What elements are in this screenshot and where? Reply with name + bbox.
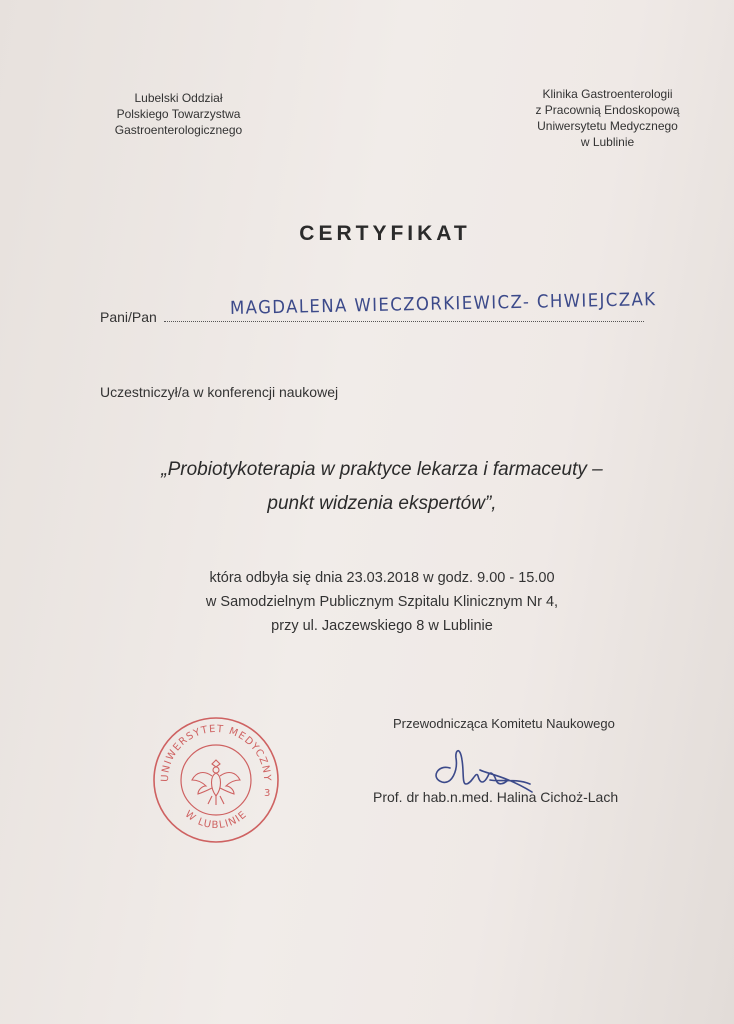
event-address: przy ul. Jaczewskiego 8 w Lublinie [271,618,493,634]
conference-title-line: „Probiotykoterapia w praktyce lekarza i farmaceuty – [161,459,603,480]
participation-text: Uczestniczył/a w konferencji naukowej [100,384,339,400]
university-seal-stamp [150,714,282,846]
right-org-line: z Pracownią Endoskopową [535,103,680,117]
committee-chair-role: Przewodnicząca Komitetu Naukowego [393,716,615,731]
left-org-line: Gastroenterologicznego [114,123,243,137]
right-org-line: Uniwersytetu Medycznego [537,119,678,133]
signatory-name: Prof. dr hab.n.med. Halina Cichoż-Lach [373,789,619,805]
event-date: która odbyła się dnia 23.03.2018 w godz. 9.00 - 15.00 [209,570,555,586]
right-org-line: w Lublinie [580,135,635,149]
recipient-name: MAGDALENA WIECZORKIEWICZ- CHWIEJCZAK [229,289,657,319]
svg-text:3: 3 [264,788,271,799]
certificate-title: CERTYFIKAT [299,222,471,245]
svg-text:W LUBLINIE: W LUBLINIE [182,808,250,832]
right-org-line: Klinika Gastroenterologii [542,87,673,101]
left-org-line: Lubelski Oddział [134,91,223,105]
event-venue: w Samodzielnym Publicznym Szpitalu Klinicznym Nr 4, [205,594,559,610]
dotted-line [164,321,644,322]
left-org-line: Polskiego Towarzystwa [116,107,241,121]
svg-text:UNIWERSYTET MEDYCZNY: UNIWERSYTET MEDYCZNY [159,723,273,783]
recipient-row [100,289,657,329]
conference-title-line: punkt widzenia ekspertów”, [267,493,497,514]
left-organization [96,90,261,138]
event-details [0,566,734,638]
conference-title [0,453,734,521]
right-organization [520,86,695,150]
recipient-label: Pani/Pan [100,309,157,325]
